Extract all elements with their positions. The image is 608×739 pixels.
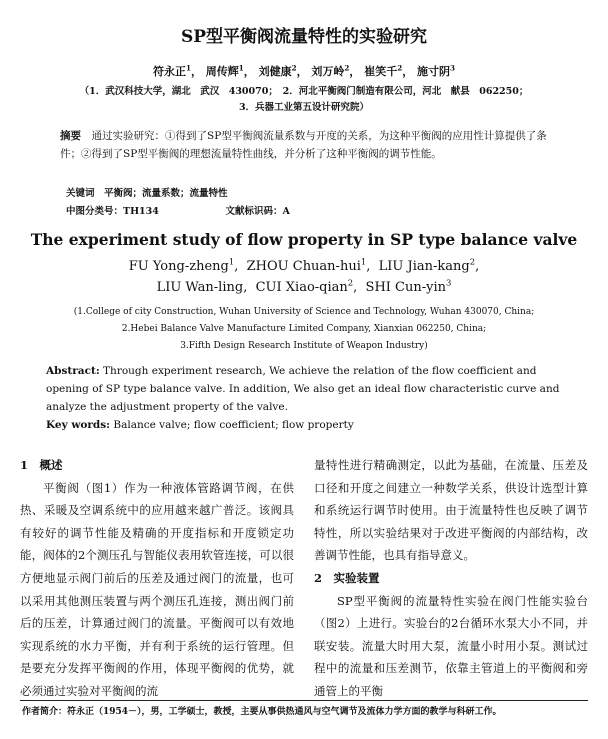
abstract-label: 摘要	[60, 130, 81, 142]
chinese-keywords	[66, 185, 228, 199]
doc-code-label: 文献标识码：	[225, 206, 283, 217]
author: FU Yong-zheng$^1$	[128, 256, 235, 274]
author: LIU Jian-kang$^2$	[378, 256, 476, 274]
section-heading: 2 实验装置	[314, 570, 380, 585]
class-label: 中图分类号：	[66, 206, 124, 217]
author: 符永正$^1$	[152, 63, 191, 78]
english-affiliation-line: 3.Fifth Design Research Institute of Weapon Industry)	[180, 341, 428, 351]
author-footnote: 作者简介：符永正（1954－），男，工学硕士，教授，主要从事供热通风与空气调节及流体力学方面的教学与科研工作。	[22, 707, 502, 717]
author: 刘万岭$^2$	[311, 63, 350, 78]
abstract-label: Abstract:	[46, 365, 100, 377]
class-value: TH134	[123, 206, 159, 217]
author: 周传辉$^1$	[205, 63, 244, 78]
body-paragraph: 平衡阀（图1）作为一种液体管路调节阀，在供热、采暖及空调系统中的应用越来越广普泛。该阀具有较好的调节性能及精确的开度指标和开度锁定功能，阀体的2个测压孔与智能仪表用软管连接，可以很方便地显示阀门前后的压差及通过阀门的流量，也可以采用其他测压装置与两个测压孔连接，测出阀门前后的压差，计算通过阀门的流量。平衡阀可以有效地实现系统的水力平衡，并有利于系统的运行管理。但是要充分发挥平衡阀的作用，体现平衡阀的优势，就必须通过实验对平衡阀的流	[20, 480, 294, 698]
english-affiliation-line: (1.College of city Construction, Wuhan University of Science and Technology, Wuhan 430070, China;	[73, 307, 535, 317]
right-column	[314, 454, 588, 703]
english-author-line: FU Yong-zheng$^1$, ZHOU Chuan-hui$^1$, LIU Jian-kang$^2$,	[128, 256, 480, 274]
doc-code-value: A	[282, 206, 290, 217]
author: 崔笑千$^2$	[364, 63, 403, 78]
left-column	[20, 454, 294, 703]
body-paragraph: 量特性进行精确测定，以此为基础，在流量、压差及口径和开度之间建立一种数学关系，供设计选型计算和系统运行调节时使用。由于流量特性也反映了调节特性，所以实验结果对于改进平衡阀的内部结构，改善调节性能，也具有指导意义。	[314, 458, 588, 563]
chinese-affiliation-line: 3．兵器工业第五设计研究院）	[238, 102, 370, 113]
classification-line	[66, 203, 290, 217]
abstract-text: 通过实验研究：①得到了SP型平衡阀流量系数与开度的关系，为这种平衡阀的应用性计算提供了条件；②得到了SP型平衡阀的理想流量特性曲线，并分析了这种平衡阀的调节性能。	[60, 130, 547, 160]
section-heading: 1 概述	[20, 458, 63, 472]
english-author-line: LIU Wan-ling, CUI Xiao-qian$^2$, SHI Cun-yin$^3$	[156, 277, 452, 295]
chinese-affiliation-line: （1．武汉科技大学，湖北 武汉 430070； 2．河北平衡阀门制造有限公司，河北 献县 062250；	[79, 86, 529, 97]
chinese-author-line: 符永正$^1$， 周传辉$^1$， 刘健康$^2$， 刘万岭$^2$， 崔笑千$^2$， 施寸阴$^3$	[152, 63, 456, 78]
author: 刘健康$^2$	[258, 63, 297, 78]
keywords-label: Key words:	[46, 419, 111, 431]
abstract-text: Through experiment research, We achieve the relation of the flow coefficient and opening of SP type balance valve. In addition, We also get an ideal flow characteristic curve and analyze the adjustment property of the valve.	[46, 365, 560, 413]
author: ZHOU Chuan-hui$^1$	[246, 256, 367, 274]
keywords-text: Balance valve; flow coefficient; flow property	[110, 419, 354, 431]
author: LIU Wan-ling	[156, 280, 244, 295]
chinese-abstract	[60, 127, 560, 163]
footnote-divider	[20, 700, 588, 701]
chinese-title: SP型平衡阀流量特性的实验研究	[180, 27, 428, 47]
keywords-text: 平衡阀；流量系数；流量特性	[104, 188, 228, 199]
author: CUI Xiao-qian$^2$	[255, 277, 354, 295]
body-paragraph: SP型平衡阀的流量特性实验在阀门性能实验台（图2）上进行。实验台的2台循环水泵大小不同，并联安装。流量大时用大泵，流量小时用小泵。测试过程中的流量和压差测节，依靠主管道上的平衡阀和旁通管上的平衡	[314, 593, 588, 698]
english-affiliation-line: 2.Hebei Balance Valve Manufacture Limited Company, Xianxian 062250, China;	[121, 324, 487, 334]
author: SHI Cun-yin$^3$	[365, 277, 452, 295]
keywords-label: 关键词	[66, 188, 95, 199]
english-title: The experiment study of flow property in SP type balance valve	[30, 230, 578, 249]
author: 施寸阴$^3$	[417, 63, 456, 78]
english-abstract	[46, 362, 572, 434]
